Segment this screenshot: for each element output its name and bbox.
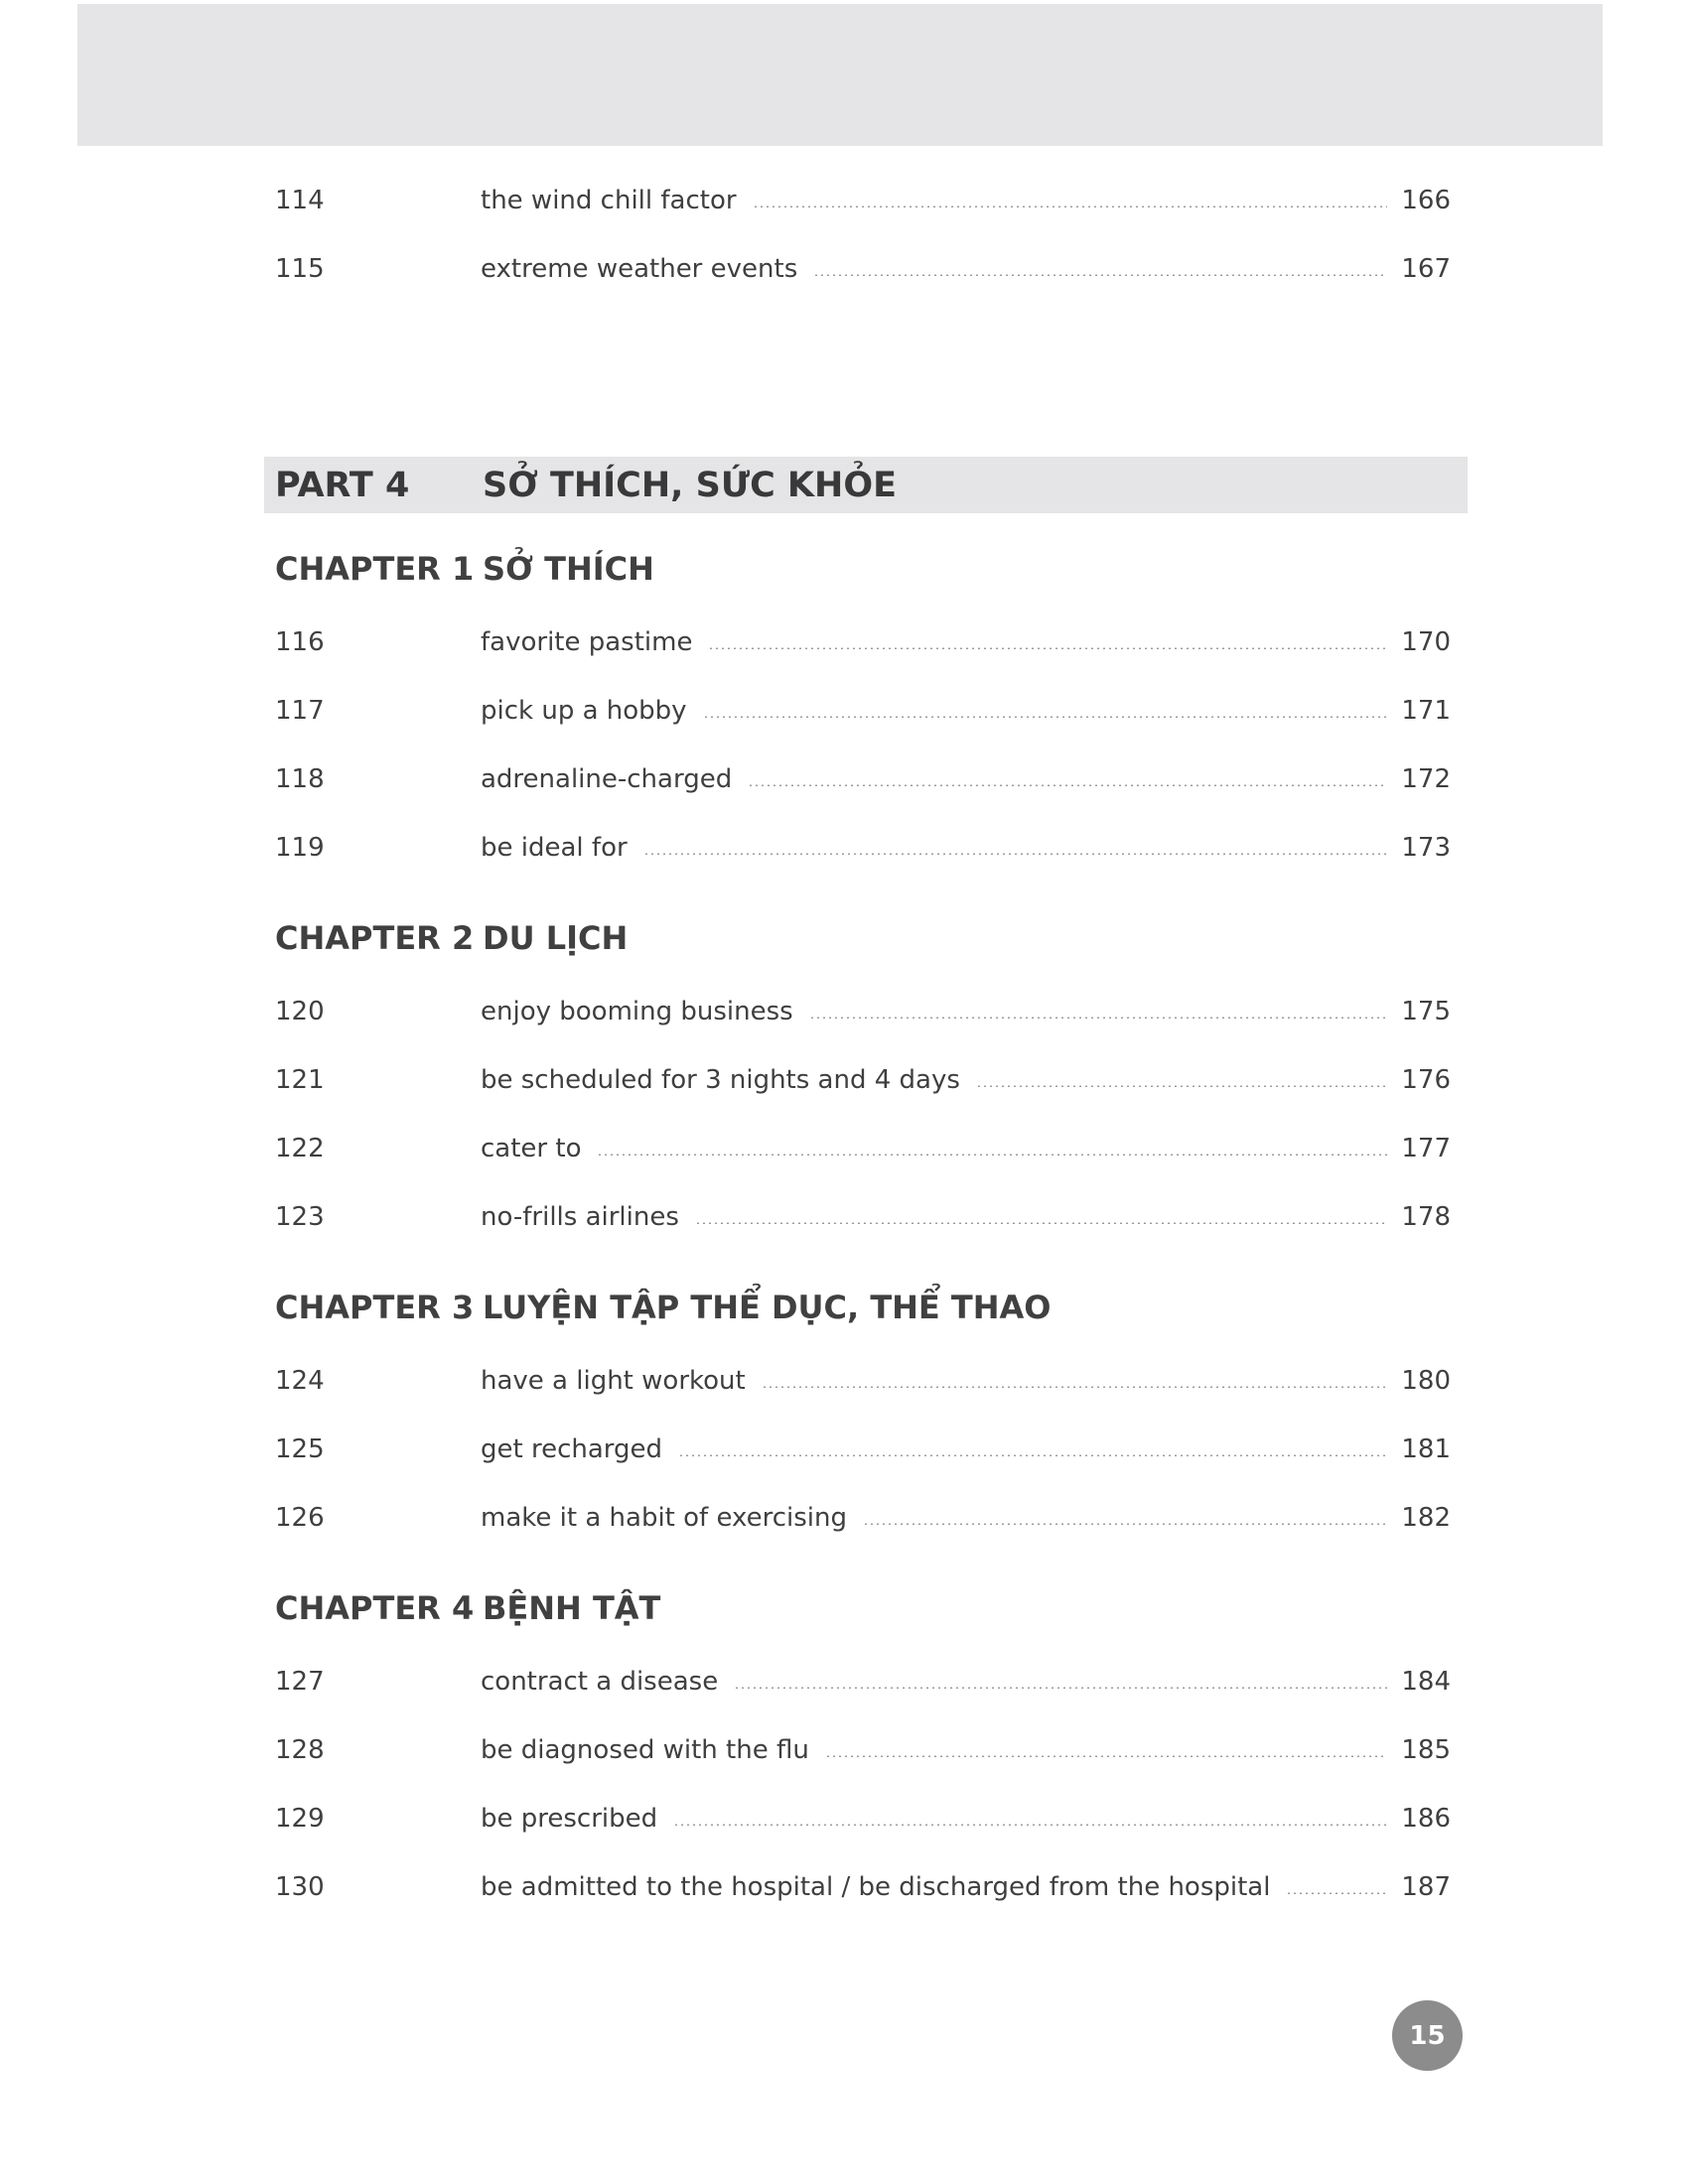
dot-leader bbox=[695, 1222, 1387, 1224]
entry-number: 127 bbox=[275, 1667, 325, 1697]
entry-page: 181 bbox=[1401, 1434, 1451, 1464]
toc-entry[interactable] bbox=[275, 1493, 1451, 1543]
entry-title: adrenaline-charged bbox=[481, 764, 733, 794]
entry-page: 175 bbox=[1401, 997, 1451, 1026]
toc-entry[interactable] bbox=[275, 1725, 1451, 1775]
dot-leader bbox=[863, 1523, 1387, 1525]
entry-page: 170 bbox=[1401, 627, 1451, 657]
entry-title: extreme weather events bbox=[481, 254, 798, 284]
entry-page: 171 bbox=[1401, 696, 1451, 726]
entry-title: be admitted to the hospital / be discharged from the hospital bbox=[481, 1872, 1271, 1902]
part-label: PART 4 bbox=[275, 466, 410, 505]
entry-title: contract a disease bbox=[481, 1667, 719, 1697]
toc-entry[interactable] bbox=[275, 1862, 1451, 1912]
dot-leader bbox=[708, 647, 1387, 649]
chapter-label: CHAPTER 3 bbox=[275, 1289, 475, 1326]
entry-page: 185 bbox=[1401, 1735, 1451, 1765]
entry-title: be ideal for bbox=[481, 833, 628, 863]
part-title: SỞ THÍCH, SỨC KHỎE bbox=[483, 466, 898, 505]
entry-page: 173 bbox=[1401, 833, 1451, 863]
chapter-title: SỞ THÍCH bbox=[483, 550, 654, 588]
chapter-heading bbox=[275, 544, 1451, 594]
dot-leader bbox=[753, 205, 1388, 207]
toc-entry[interactable] bbox=[275, 754, 1451, 804]
toc-entry[interactable] bbox=[275, 1192, 1451, 1242]
entry-title: favorite pastime bbox=[481, 627, 693, 657]
dot-leader bbox=[678, 1454, 1387, 1456]
entry-title: get recharged bbox=[481, 1434, 663, 1464]
toc-entry[interactable] bbox=[275, 1055, 1451, 1105]
entry-page: 176 bbox=[1401, 1065, 1451, 1095]
toc-entry[interactable] bbox=[275, 686, 1451, 736]
toc-entry[interactable] bbox=[275, 176, 1451, 225]
entry-number: 117 bbox=[275, 696, 325, 726]
entry-number: 125 bbox=[275, 1434, 325, 1464]
entry-number: 122 bbox=[275, 1134, 325, 1163]
dot-leader bbox=[703, 716, 1388, 718]
chapter-title: BỆNH TẬT bbox=[483, 1589, 661, 1627]
entry-title: be scheduled for 3 nights and 4 days bbox=[481, 1065, 960, 1095]
chapter-title: DU LỊCH bbox=[483, 919, 629, 957]
toc-entry[interactable] bbox=[275, 823, 1451, 873]
entry-title: cater to bbox=[481, 1134, 582, 1163]
chapter-label: CHAPTER 1 bbox=[275, 550, 475, 588]
entry-number: 120 bbox=[275, 997, 325, 1026]
entry-number: 116 bbox=[275, 627, 325, 657]
entry-page: 178 bbox=[1401, 1202, 1451, 1232]
part-heading bbox=[275, 461, 1451, 510]
page-number-badge: 15 bbox=[1392, 2000, 1463, 2071]
entry-page: 167 bbox=[1401, 254, 1451, 284]
dot-leader bbox=[597, 1154, 1387, 1156]
chapter-title: LUYỆN TẬP THỂ DỤC, THỂ THAO bbox=[483, 1289, 1052, 1326]
entry-number: 115 bbox=[275, 254, 325, 284]
dot-leader bbox=[762, 1386, 1388, 1388]
entry-page: 166 bbox=[1401, 186, 1451, 215]
dot-leader bbox=[813, 274, 1387, 276]
toc-entry[interactable] bbox=[275, 244, 1451, 294]
entry-title: be prescribed bbox=[481, 1804, 658, 1834]
entry-number: 124 bbox=[275, 1366, 325, 1396]
toc-entry[interactable] bbox=[275, 1124, 1451, 1173]
dot-leader bbox=[976, 1085, 1387, 1087]
chapter-heading bbox=[275, 1583, 1451, 1633]
entry-page: 182 bbox=[1401, 1503, 1451, 1533]
entry-number: 114 bbox=[275, 186, 325, 215]
dot-leader bbox=[825, 1755, 1388, 1757]
entry-title: be diagnosed with the flu bbox=[481, 1735, 809, 1765]
entry-number: 123 bbox=[275, 1202, 325, 1232]
entry-number: 129 bbox=[275, 1804, 325, 1834]
dot-leader bbox=[643, 853, 1388, 855]
toc-entry[interactable] bbox=[275, 1356, 1451, 1406]
chapter-label: CHAPTER 2 bbox=[275, 919, 475, 957]
entry-title: pick up a hobby bbox=[481, 696, 687, 726]
entry-title: no-frills airlines bbox=[481, 1202, 679, 1232]
entry-number: 130 bbox=[275, 1872, 325, 1902]
entry-title: have a light workout bbox=[481, 1366, 746, 1396]
dot-leader bbox=[748, 784, 1387, 786]
toc-entry[interactable] bbox=[275, 1425, 1451, 1474]
entry-number: 128 bbox=[275, 1735, 325, 1765]
dot-leader bbox=[734, 1687, 1387, 1689]
entry-page: 172 bbox=[1401, 764, 1451, 794]
entry-page: 187 bbox=[1401, 1872, 1451, 1902]
entry-page: 186 bbox=[1401, 1804, 1451, 1834]
entry-number: 118 bbox=[275, 764, 325, 794]
entry-title: the wind chill factor bbox=[481, 186, 737, 215]
entry-number: 119 bbox=[275, 833, 325, 863]
dot-leader bbox=[809, 1017, 1388, 1019]
entry-page: 184 bbox=[1401, 1667, 1451, 1697]
chapter-label: CHAPTER 4 bbox=[275, 1589, 475, 1627]
toc-entry[interactable] bbox=[275, 1657, 1451, 1706]
toc-entry[interactable] bbox=[275, 1794, 1451, 1843]
entry-title: make it a habit of exercising bbox=[481, 1503, 847, 1533]
toc-entry[interactable] bbox=[275, 617, 1451, 667]
chapter-heading bbox=[275, 913, 1451, 963]
header-band bbox=[77, 4, 1603, 146]
entry-page: 177 bbox=[1401, 1134, 1451, 1163]
toc-entry[interactable] bbox=[275, 987, 1451, 1036]
entry-number: 121 bbox=[275, 1065, 325, 1095]
dot-leader bbox=[1286, 1892, 1387, 1894]
entry-number: 126 bbox=[275, 1503, 325, 1533]
entry-title: enjoy booming business bbox=[481, 997, 793, 1026]
dot-leader bbox=[673, 1824, 1387, 1826]
chapter-heading bbox=[275, 1283, 1451, 1332]
entry-page: 180 bbox=[1401, 1366, 1451, 1396]
